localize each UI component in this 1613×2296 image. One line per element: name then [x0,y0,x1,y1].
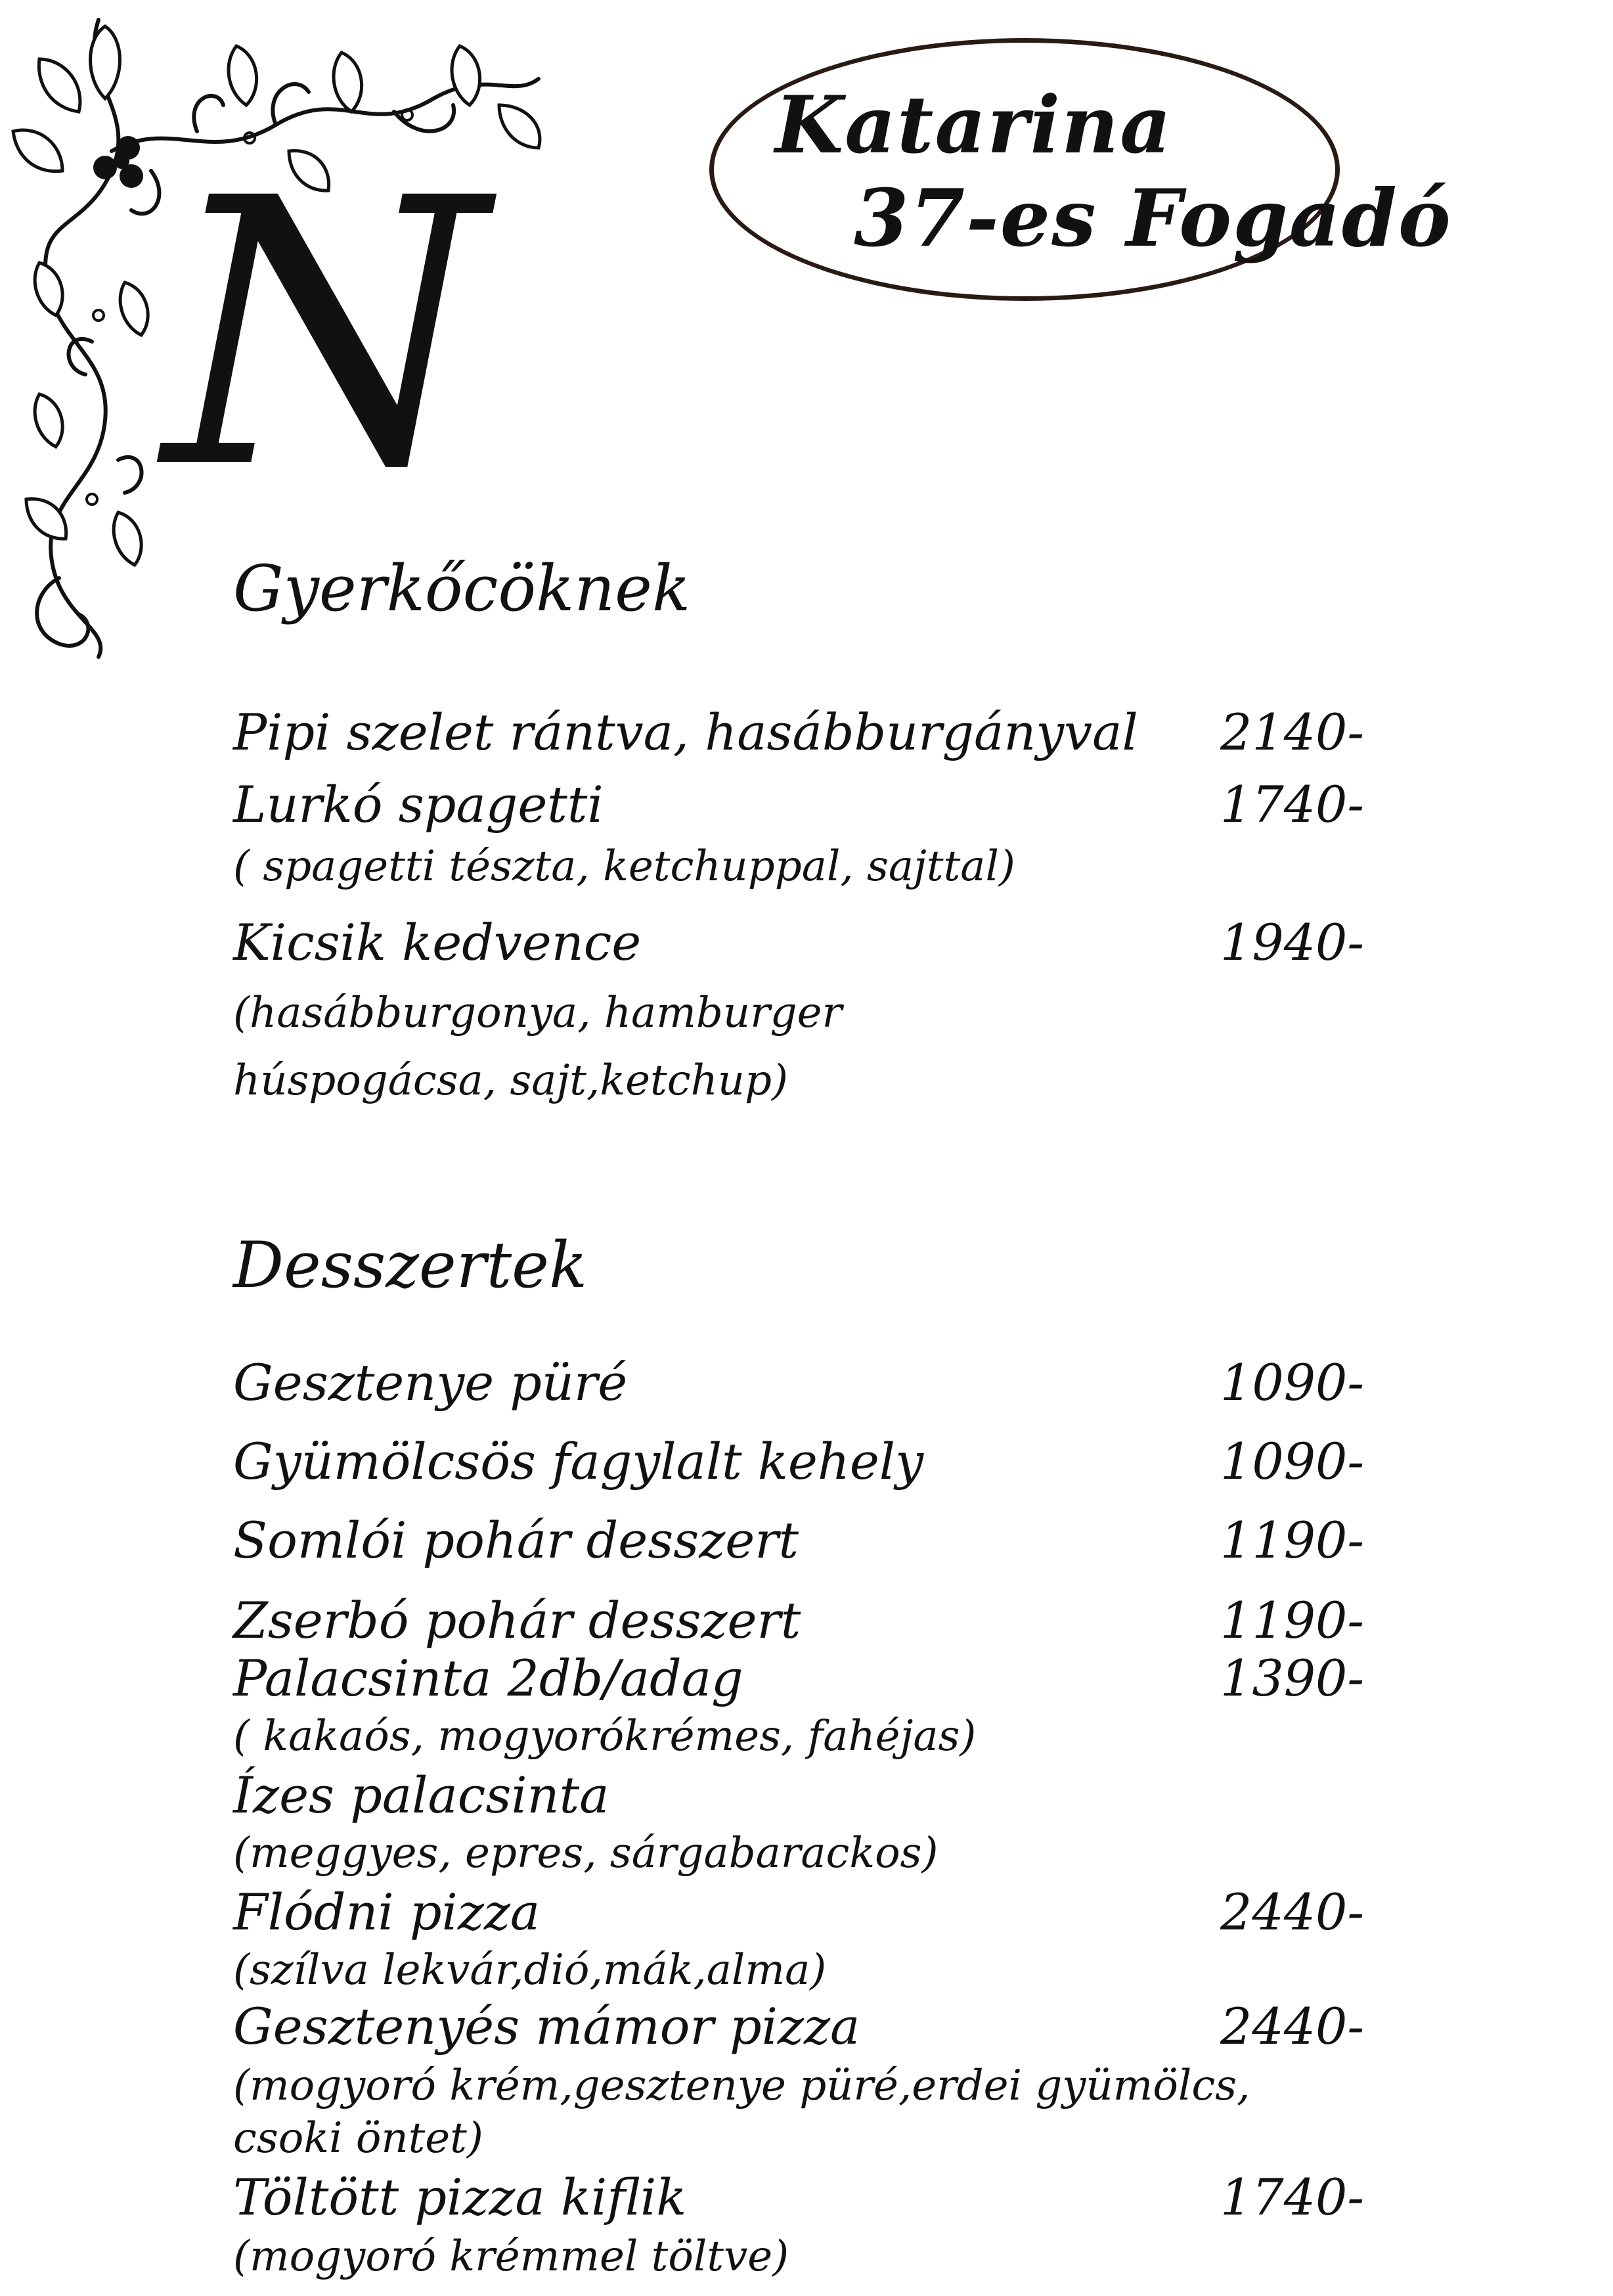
menu-item-description: húspogácsa, sajt,ketchup) [233,1056,788,1105]
menu-item-description: ( kakaós, mogyorókrémes, fahéjas) [233,1712,977,1761]
menu-item-description: (szílva lekvár,dió,mák,alma) [233,1946,827,1994]
menu-item-name: Ízes palacsinta [233,1766,609,1824]
menu-item-price: 1940- [1220,913,1365,972]
brand-subtitle: 37-es Fogadó [854,172,1452,265]
menu-item-price: 1740- [1220,2168,1365,2226]
menu-item-name: Palacsinta 2db/adag [233,1649,743,1707]
menu-item-name: Somlói pohár desszert [233,1511,799,1569]
menu-item-description: csoki öntet) [233,2114,483,2163]
menu-item-price: 2140- [1220,703,1365,761]
menu-item-price: 1190- [1220,1591,1365,1650]
menu-item-price: 1090- [1220,1353,1365,1412]
menu-item-description: (mogyoró krém,gesztenye püré,erdei gyümölcs, [233,2061,1250,2110]
menu-item-name: Gesztenye püré [233,1353,628,1412]
menu-item-description: ( spagetti tészta, ketchuppal, sajttal) [233,842,1015,891]
menu-item-name: Zserbó pohár desszert [233,1591,801,1650]
menu-item-price: 1740- [1220,775,1365,834]
menu-item-price: 1090- [1220,1432,1365,1491]
section-heading-desserts: Desszertek [233,1228,588,1302]
menu-item-name: Flódni pizza [233,1883,541,1941]
brand-name: Katarina [775,79,1173,171]
menu-item-name: Gyümölcsös fagylalt kehely [233,1432,924,1491]
menu-item-description: (hasábburgonya, hamburger [233,989,843,1037]
menu-item-name: Pipi szelet rántva, hasábburgányval [233,703,1138,761]
menu-item-price: 2440- [1220,1883,1365,1941]
section-heading-kids: Gyerkőcöknek [233,552,691,625]
menu-item-name: Töltött pizza kiflik [233,2168,687,2226]
menu-item-description: (mogyoró krémmel töltve) [233,2232,789,2281]
menu-item-description: (meggyes, epres, sárgabarackos) [233,1829,939,1878]
menu-item-name: Kicsik kedvence [233,913,642,972]
decorative-initial: N [164,121,486,549]
menu-item-name: Gesztenyés mámor pizza [233,1997,860,2056]
menu-item-price: 1390- [1220,1649,1365,1707]
menu-item-price: 2440- [1220,1997,1365,2056]
menu-item-name: Lurkó spagetti [233,775,604,834]
menu-item-price: 1190- [1220,1511,1365,1569]
